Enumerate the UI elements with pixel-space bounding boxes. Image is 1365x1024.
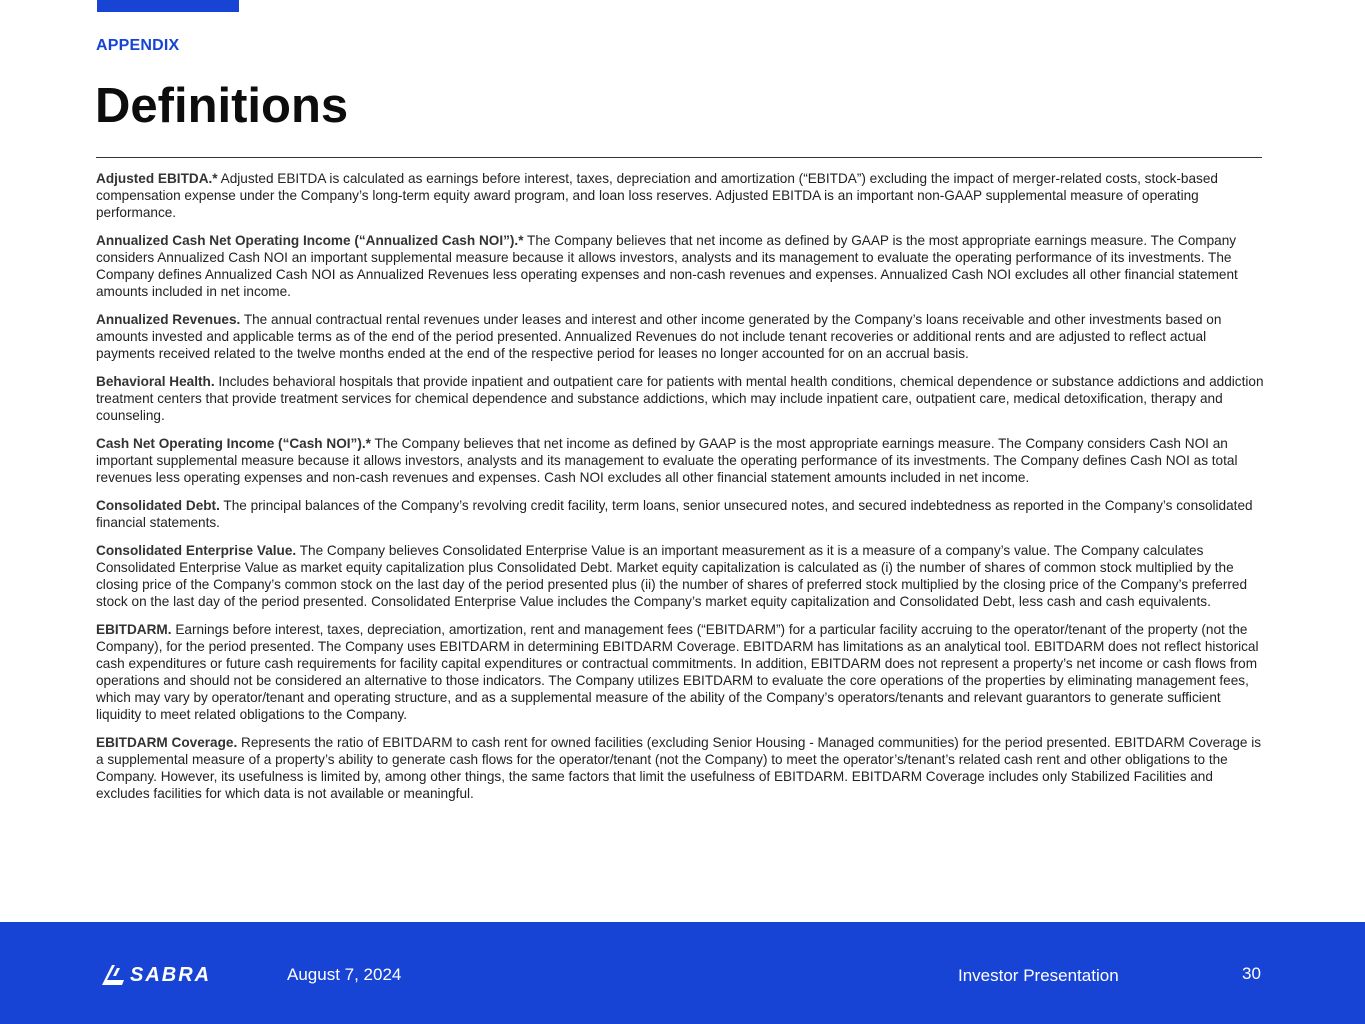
definition-text: The Company believes that net income as defined by GAAP is the most appropriate earnings measure. The Company considers Cash NOI an important supplemental measure because it allows investors, analysts and its management to evaluate the operating performance of its investments. The Company defines Cash NOI as total revenues less operating expenses and non-cash revenues and expenses. Cash NOI excludes all other financial statement amounts included in net income.: [96, 436, 1238, 485]
definition-item: [96, 170, 1266, 221]
definition-term: Consolidated Enterprise Value.: [96, 543, 297, 558]
definition-text: The Company believes that net income as defined by GAAP is the most appropriate earnings measure. The Company considers Annualized Cash NOI an important supplemental measure because it allows investors, analysts and its management to evaluate the operating performance of its investments. The Company defines Annualized Cash NOI as Annualized Revenues less operating expenses and non-cash revenues and expenses. Annualized Cash NOI excludes all other financial statement amounts included in net income.: [96, 233, 1238, 299]
logo-wordmark: SABRA: [130, 963, 212, 986]
definition-text: The Company believes Consolidated Enterprise Value is an important measurement as it is a measure of a company’s value. The Company calculates Consolidated Enterprise Value as market equity capitalization plus Consolidated Debt. Market equity capitalization is calculated as (i) the number of shares of common stock multiplied by the closing price of the Company’s common stock on the last day of the period presented plus (ii) the number of shares of preferred stock multiplied by the closing price of the Company’s preferred stock on the last day of the period presented. Consolidated Enterprise Value includes the Company’s market equity capitalization and Consolidated Debt, less cash and cash equivalents.: [96, 543, 1248, 609]
definition-term: Annualized Cash Net Operating Income (“Annualized Cash NOI”).*: [96, 233, 524, 248]
section-label: APPENDIX: [96, 37, 180, 54]
definition-term: Consolidated Debt.: [96, 498, 220, 513]
page-number: 30: [1242, 964, 1261, 983]
footer-document-title: Investor Presentation: [958, 966, 1119, 985]
definition-item: [96, 734, 1266, 802]
sabra-logo: [100, 962, 211, 988]
definition-item: [96, 542, 1266, 610]
footer-bar: [0, 922, 1365, 1024]
definition-text: The principal balances of the Company’s revolving credit facility, term loans, senior unsecured notes, and secured indebtedness as reported in the Company’s consolidated financial statements.: [96, 498, 1253, 530]
definition-text: Includes behavioral hospitals that provide inpatient and outpatient care for patients with mental health conditions, chemical dependence or substance addictions and addiction treatment centers that provide treatment services for chemical dependence and substance addictions, which may include inpatient care, outpatient care, medical detoxification, therapy and counseling.: [96, 374, 1264, 423]
definition-item: [96, 373, 1266, 424]
definition-item: [96, 497, 1266, 531]
definition-text: Adjusted EBITDA is calculated as earnings before interest, taxes, depreciation and amortization (“EBITDA”) excluding the impact of merger-related costs, stock-based compensation expense under the Company’s long-term equity award program, and loan loss reserves. Adjusted EBITDA is an important non-GAAP supplemental measure of operating performance.: [96, 171, 1218, 220]
title-divider: [96, 157, 1262, 158]
definitions-list: [96, 170, 1266, 813]
definition-term: Cash Net Operating Income (“Cash NOI”).*: [96, 436, 371, 451]
definition-item: [96, 435, 1266, 486]
definition-text: Earnings before interest, taxes, depreciation, amortization, rent and management fees (“EBITDARM”) for a particular facility accruing to the operator/tenant of the property (not the Company), for the period presented. The Company uses EBITDARM in determining EBITDARM Coverage. EBITDARM has limitations as an analytical tool. EBITDARM does not reflect historical cash expenditures or future cash requirements for facility capital expenditures or contractual commitments. In addition, EBITDARM does not represent a property’s net income or cash flows from operations and should not be considered an alternative to those indicators. The Company utilizes EBITDARM to evaluate the core operations of the properties by eliminating management fees, which may vary by operator/tenant and operating structure, and as a supplemental measure of the ability of the Company’s operators/tenants and relevant guarantors to generate sufficient liquidity to meet related obligations to the Company.: [96, 622, 1259, 722]
definition-text: Represents the ratio of EBITDARM to cash rent for owned facilities (excluding Senior Housing - Managed communities) for the period presented. EBITDARM Coverage is a supplemental measure of a property’s ability to generate cash flows for the operator/tenant (not the Company) to meet the operator’s/tenant’s related cash rent and other obligations to the Company. However, its usefulness is limited by, among other things, the same factors that limit the usefulness of EBITDARM. EBITDARM Coverage includes only Stabilized Facilities and excludes facilities for which data is not available or meaningful.: [96, 735, 1262, 801]
page-title: Definitions: [95, 79, 349, 133]
definition-item: [96, 311, 1266, 362]
definition-text: The annual contractual rental revenues under leases and interest and other income generated by the Company’s loans receivable and other investments based on amounts invested and applicable terms as of the end of the period presented. Annualized Revenues do not include tenant recoveries or additional rents and are adjusted to reflect actual payments received related to the twelve months ended at the end of the respective period for leases no longer accounted for on an accrual basis.: [96, 312, 1222, 361]
sabra-logo-mark-icon: [100, 963, 126, 987]
definition-term: EBITDARM Coverage.: [96, 735, 238, 750]
definition-term: EBITDARM.: [96, 622, 172, 637]
definition-term: Adjusted EBITDA.*: [96, 171, 218, 186]
definition-item: [96, 621, 1266, 723]
definition-item: [96, 232, 1266, 300]
footer-date: August 7, 2024: [287, 965, 402, 984]
accent-bar: [97, 0, 239, 12]
definition-term: Annualized Revenues.: [96, 312, 241, 327]
definition-term: Behavioral Health.: [96, 374, 215, 389]
